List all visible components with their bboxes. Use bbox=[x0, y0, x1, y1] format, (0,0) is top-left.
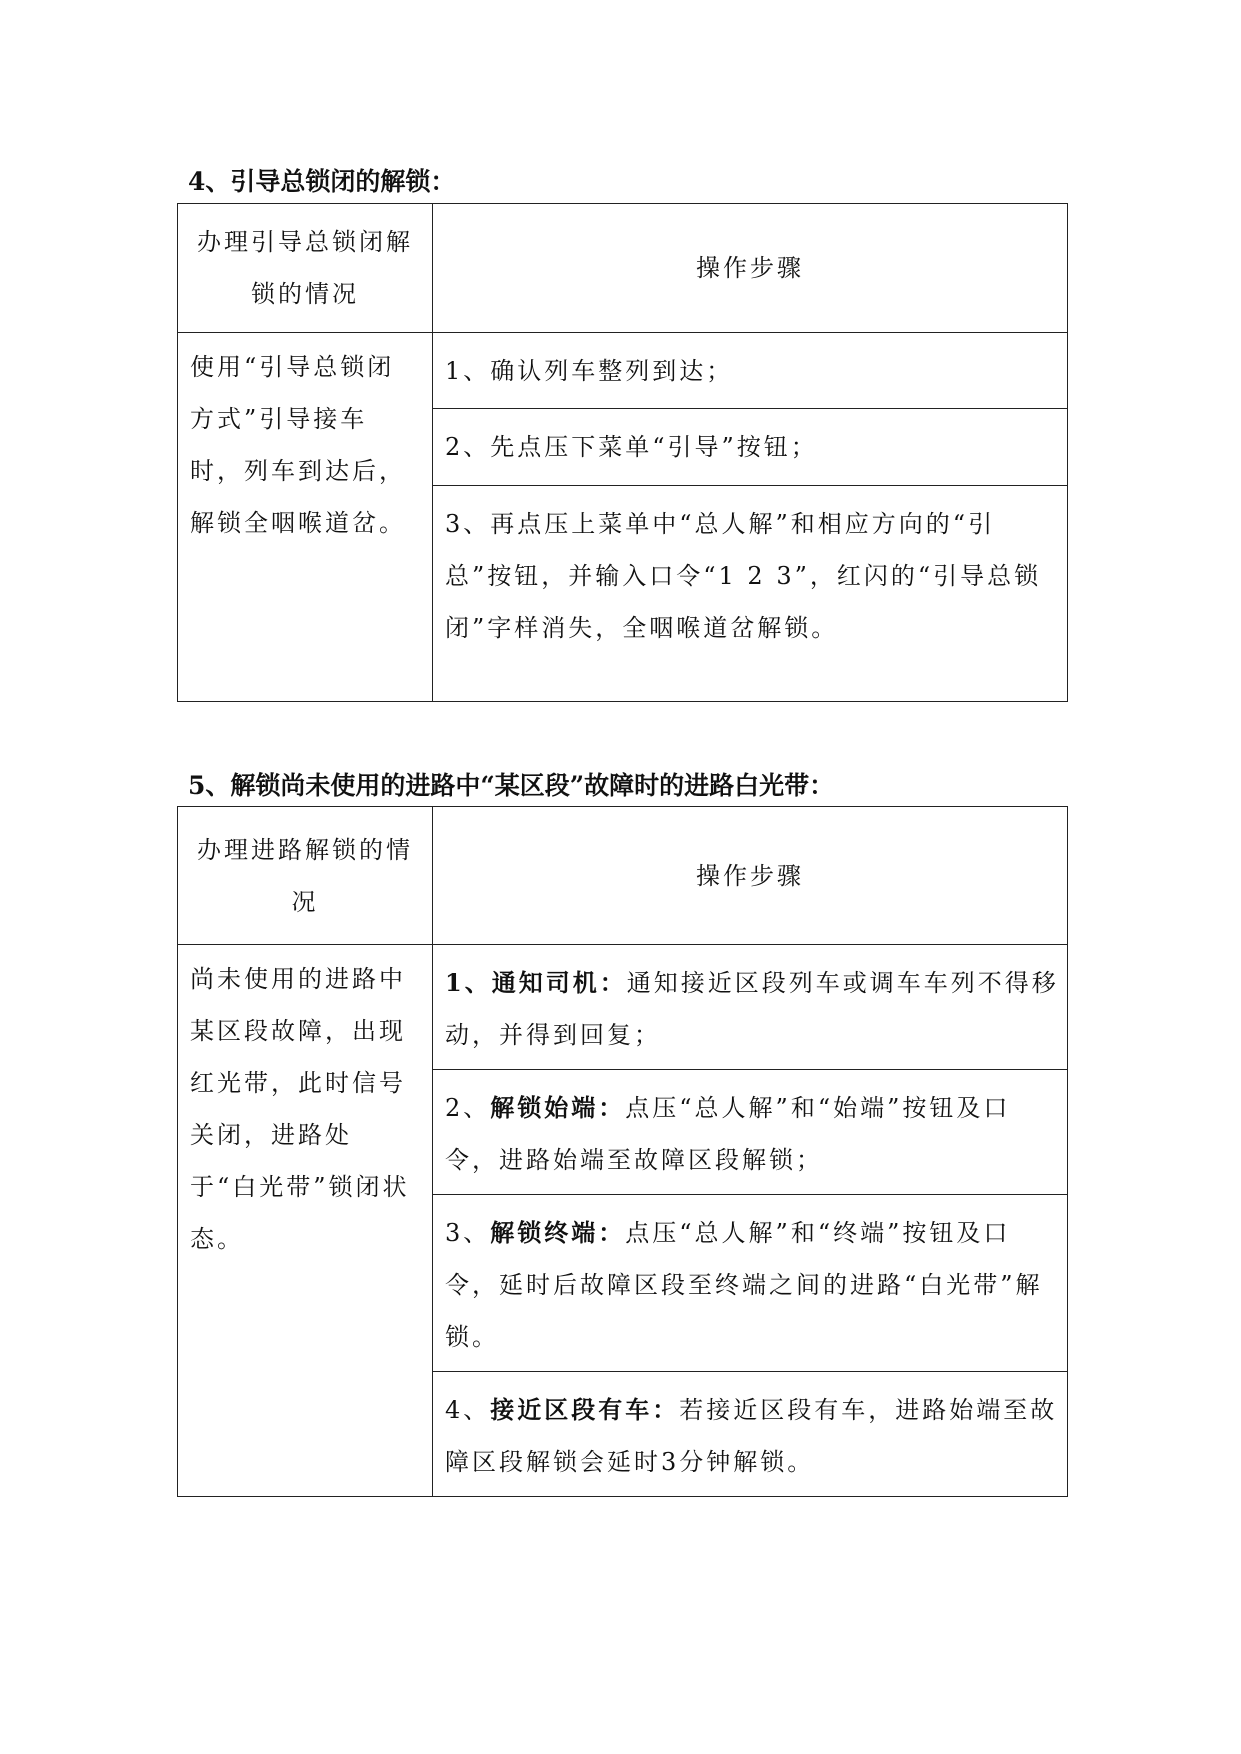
step-cell: 3、再点压上菜单中“总人解”和相应方向的“引总”按钮，并输入口令“1 2 3”，红闪的“引导总锁闭”字样消失，全咽喉道岔解锁。 bbox=[433, 486, 1068, 702]
step-number: 3、 bbox=[445, 1219, 491, 1247]
table-row bbox=[178, 945, 1068, 1070]
step-title: 接近区段有车： bbox=[490, 1395, 680, 1424]
step-cell bbox=[433, 1195, 1068, 1372]
condition-column-header: 办理进路解锁的情况 bbox=[178, 807, 433, 945]
step-number: 2、 bbox=[445, 1094, 491, 1122]
step-number: 4、 bbox=[445, 1396, 491, 1424]
steps-column-header: 操作步骤 bbox=[433, 807, 1068, 945]
condition-cell: 使用“引导总锁闭方式”引导接车时，列车到达后，解锁全咽喉道岔。 bbox=[178, 333, 433, 702]
step-text: 通知接近区段列车或调车车列不得移动，并得到回复； bbox=[445, 969, 1059, 1049]
step-cell bbox=[433, 1070, 1068, 1195]
section-4-table bbox=[177, 203, 1068, 702]
steps-column-header: 操作步骤 bbox=[433, 204, 1068, 333]
step-title: 解锁始端： bbox=[490, 1093, 626, 1122]
step-text: 点压“总人解”和“终端”按钮及口令，延时后故障区段至终端之间的进路“白光带”解锁。 bbox=[445, 1219, 1043, 1351]
step-text: 若接近区段有车，进路始端至故障区段解锁会延时3分钟解锁。 bbox=[445, 1396, 1058, 1476]
section-4-heading: 4、引导总锁闭的解锁： bbox=[188, 167, 456, 196]
step-cell: 2、先点压下菜单“引导”按钮； bbox=[433, 409, 1068, 486]
section-5-table bbox=[177, 806, 1068, 1497]
step-text: 点压“总人解”和“始端”按钮及口令，进路始端至故障区段解锁； bbox=[445, 1094, 1011, 1174]
step-cell bbox=[433, 1372, 1068, 1497]
step-number: 1、 bbox=[445, 968, 492, 997]
step-title: 通知司机： bbox=[491, 968, 627, 997]
section-5-heading: 5、解锁尚未使用的进路中“某区段”故障时的进路白光带： bbox=[188, 771, 835, 800]
step-title: 解锁终端： bbox=[490, 1218, 626, 1247]
step-cell: 1、确认列车整列到达； bbox=[433, 333, 1068, 409]
table-header-row bbox=[178, 204, 1068, 333]
table-row bbox=[178, 333, 1068, 409]
step-cell bbox=[433, 945, 1068, 1070]
table-header-row bbox=[178, 807, 1068, 945]
condition-column-header: 办理引导总锁闭解锁的情况 bbox=[178, 204, 433, 333]
condition-cell: 尚未使用的进路中某区段故障，出现红光带，此时信号关闭，进路处于“白光带”锁闭状态。 bbox=[178, 945, 433, 1497]
